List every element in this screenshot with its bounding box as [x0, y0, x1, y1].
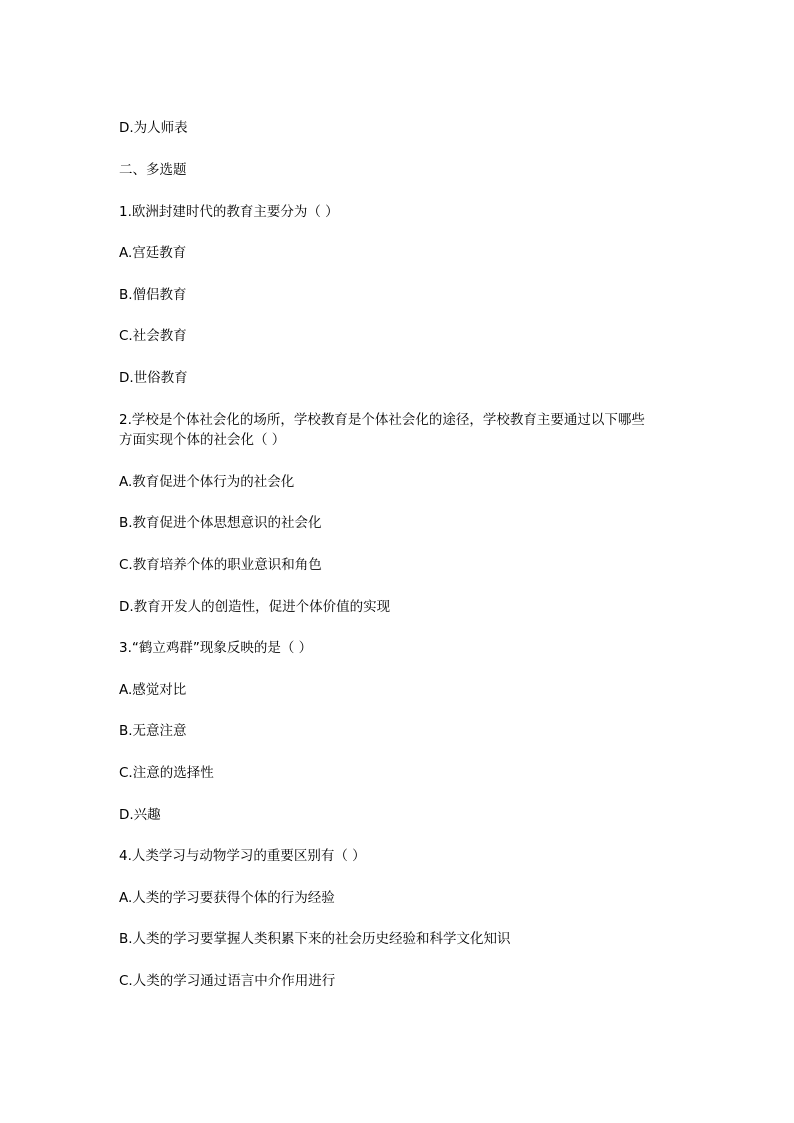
- q4-option-a: A.人类的学习要获得个体的行为经验: [119, 890, 335, 906]
- q3-option-d: D.兴趣: [119, 807, 161, 823]
- option-d-prev-question: D.为人师表: [119, 120, 188, 136]
- q2-option-a: A.教育促进个体行为的社会化: [119, 474, 295, 490]
- q1-option-b: B.僧侣教育: [119, 287, 187, 303]
- q4-option-b: B.人类的学习要掌握人类积累下来的社会历史经验和科学文化知识: [119, 931, 511, 947]
- q2-option-d: D.教育开发人的创造性，促进个体价值的实现: [119, 599, 391, 615]
- q3-option-a: A.感觉对比: [119, 682, 187, 698]
- q1-option-c: C.社会教育: [119, 328, 187, 344]
- q1-option-a: A.宫廷教育: [119, 245, 187, 261]
- section-heading-multiple-choice: 二、多选题: [119, 162, 187, 178]
- q2-option-b: B.教育促进个体思想意识的社会化: [119, 515, 322, 531]
- q3-option-b: B.无意注意: [119, 723, 187, 739]
- question-1: 1.欧洲封建时代的教育主要分为（ ）: [119, 204, 339, 220]
- question-2-line-1: 2.学校是个体社会化的场所，学校教育是个体社会化的途径，学校教育主要通过以下哪些: [119, 412, 645, 428]
- question-4: 4.人类学习与动物学习的重要区别有（ ）: [119, 848, 366, 864]
- q4-option-c: C.人类的学习通过语言中介作用进行: [119, 973, 336, 989]
- question-2-line-2: 方面实现个体的社会化（ ）: [119, 432, 286, 448]
- q3-option-c: C.注意的选择性: [119, 765, 214, 781]
- q2-option-c: C.教育培养个体的职业意识和角色: [119, 557, 322, 573]
- question-3: 3.“鹤立鸡群”现象反映的是（ ）: [119, 640, 313, 656]
- q1-option-d: D.世俗教育: [119, 370, 188, 386]
